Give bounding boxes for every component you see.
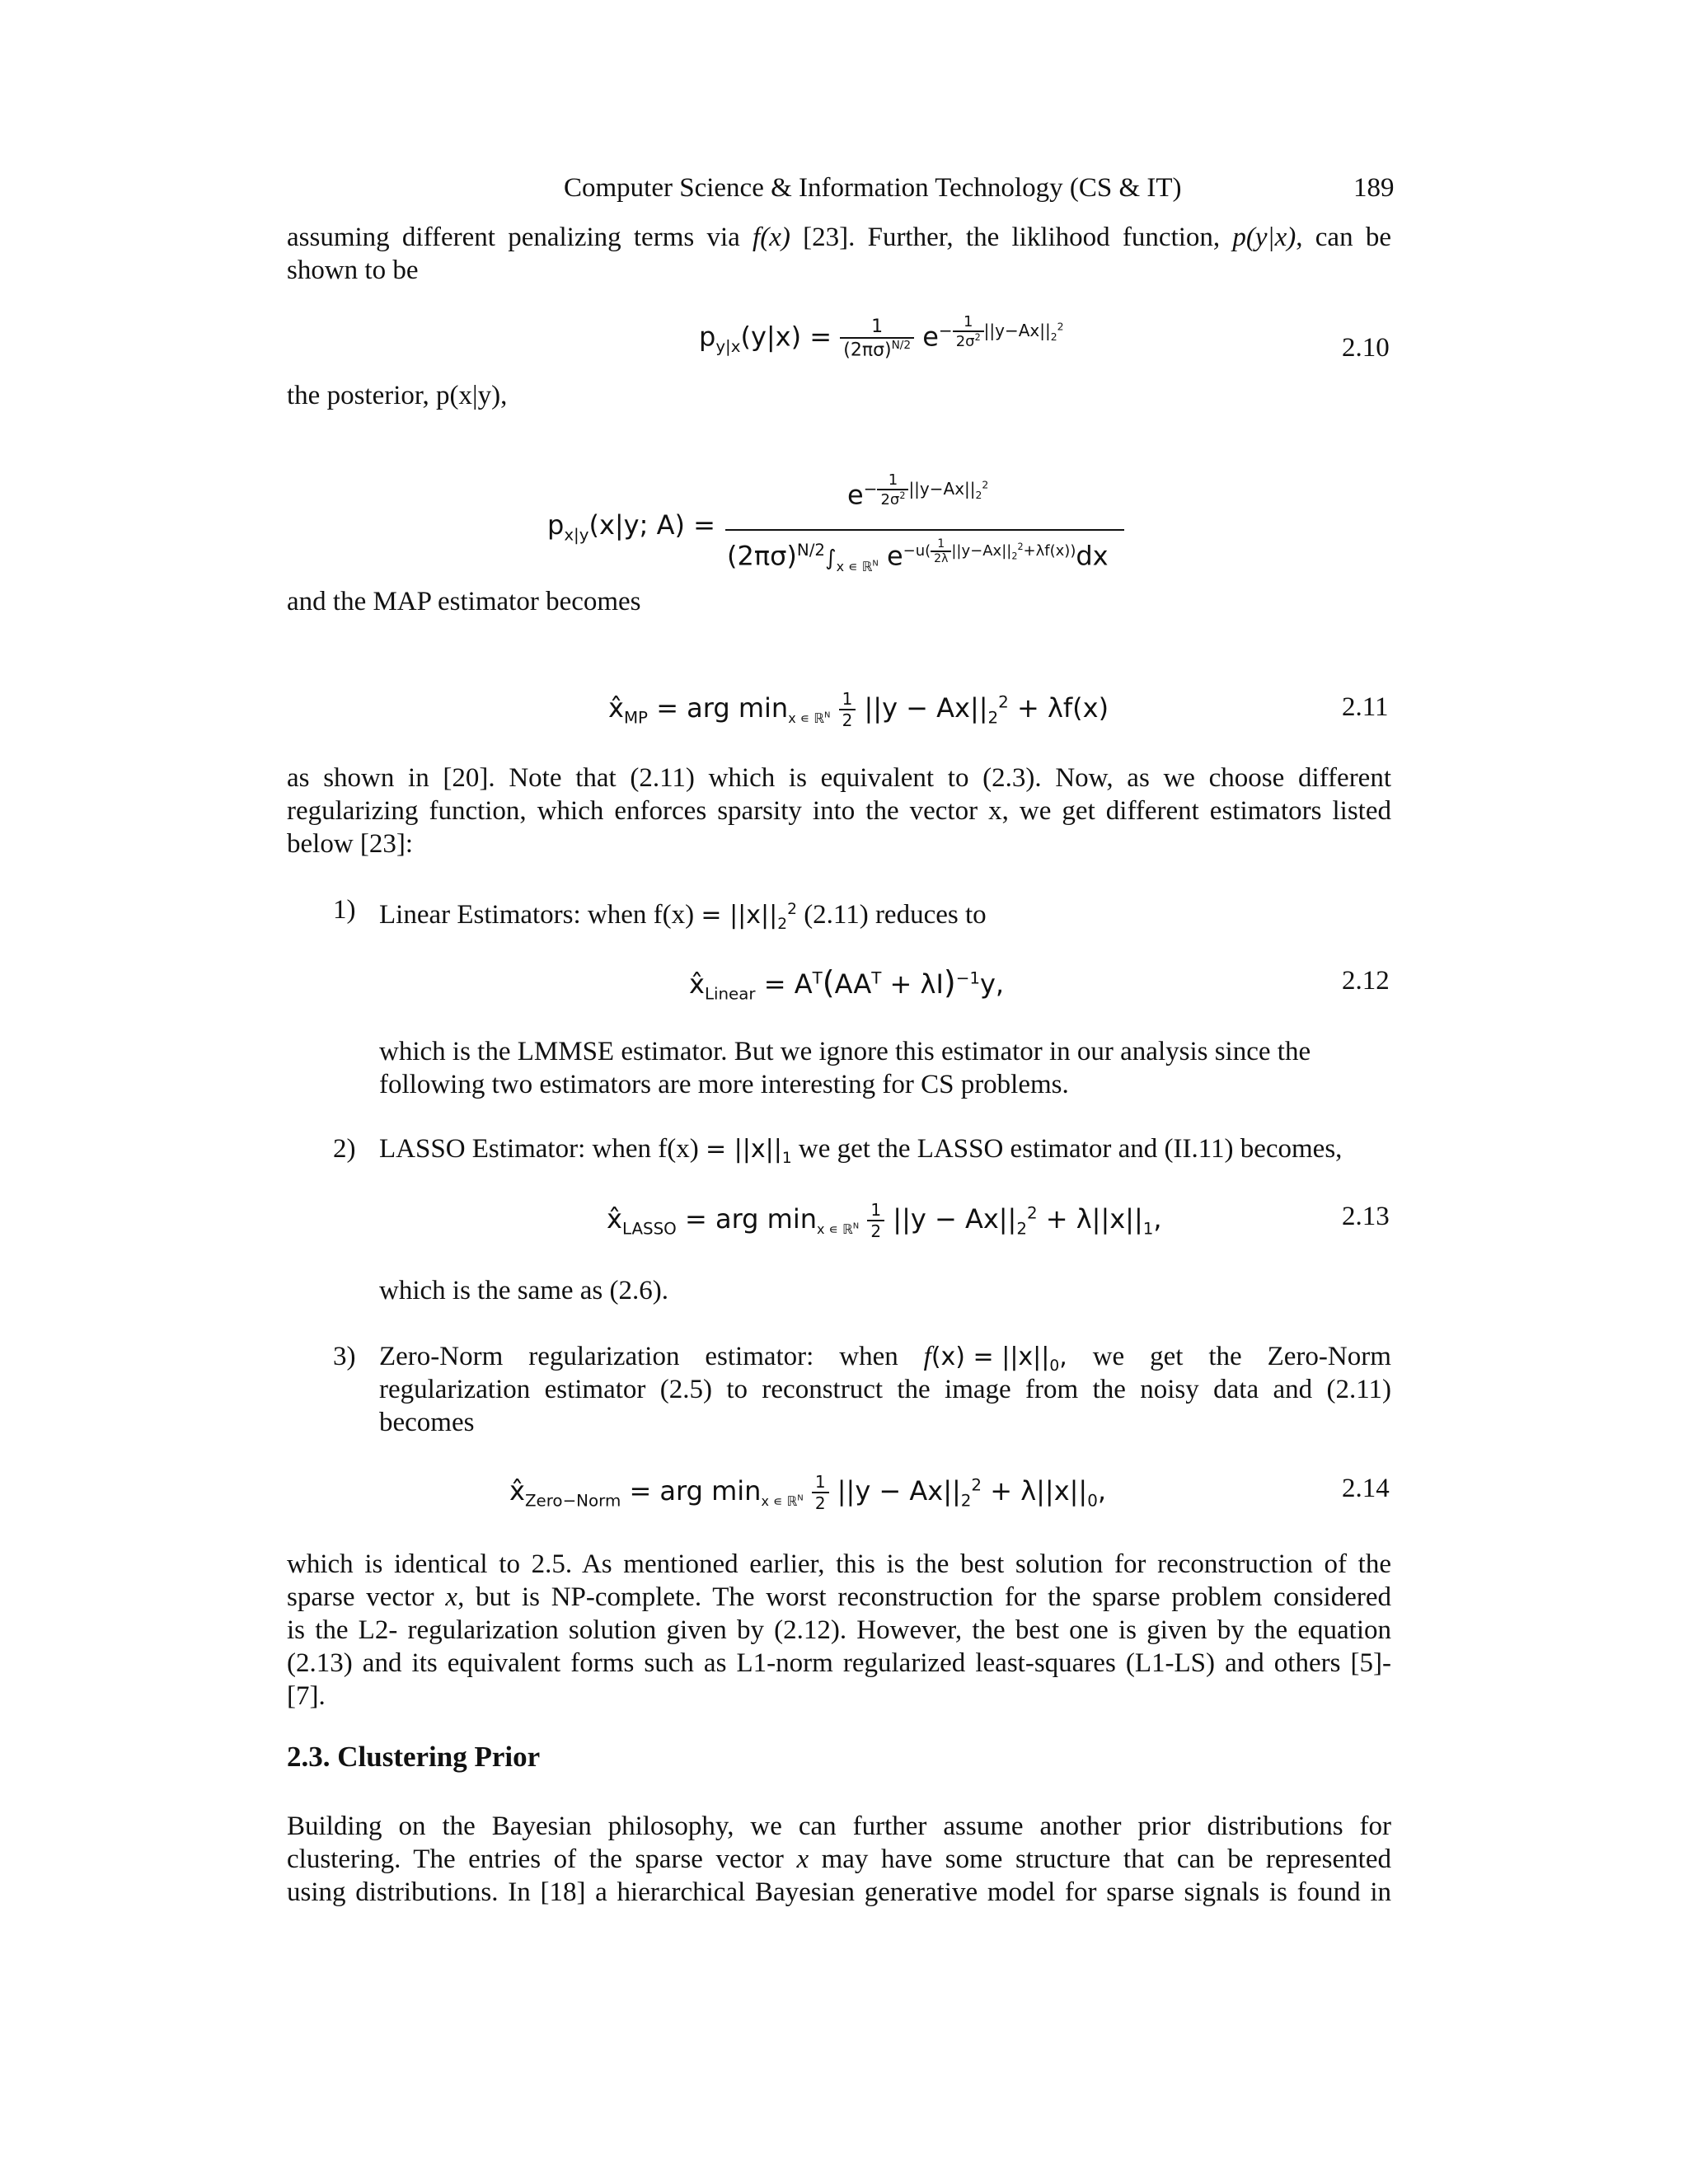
section-heading: 2.3. Clustering Prior xyxy=(287,1741,541,1773)
closing-line-1: which is identical to 2.5. As mentioned earlier, this is the best solution for reconstruction of the xyxy=(287,1549,1391,1579)
equation-2-11: $x̂_{MP}$ = arg $\min_{x ∊ ℝ^N}$ $\frac{1}{2}$ $||y - Ax||_2^2 + \lambda f(x)$ xyxy=(608,689,1109,730)
list-item-1-line: Linear Estimators: when $f(x) = ||x||_2^2$ (2.11) reduces to xyxy=(379,900,987,933)
list-item-3-marker: 3) xyxy=(333,1342,356,1371)
closing-line-3: is the L2- regularization solution given by (2.12). However, the best one is given by the equation xyxy=(287,1615,1391,1645)
intro-line-2: shown to be xyxy=(287,255,419,285)
list-item-2-line: LASSO Estimator: when $f(x) = ||x||_1$ we get the LASSO estimator and (II.11) becomes, xyxy=(379,1134,1343,1167)
section-line-1: Building on the Bayesian philosophy, we can further assume another prior distributions for xyxy=(287,1811,1391,1841)
after-map-line-2: regularizing function, which enforces sparsity into the vector x, we get different estimators listed xyxy=(287,796,1391,826)
equation-number-2-13: 2.13 xyxy=(1342,1202,1390,1231)
equation-number-2-10: 2.10 xyxy=(1342,333,1390,363)
closing-line-5: [7]. xyxy=(287,1681,326,1711)
after-map-line-3: below [23]: xyxy=(287,829,414,859)
list-item-1-after-line-1: which is the LMMSE estimator. But we ignore this estimator in our analysis since the xyxy=(379,1037,1311,1066)
list-item-3-line-1: Zero-Norm regularization estimator: when $f(x) = ||x||_0$, we get the Zero-Norm xyxy=(379,1342,1391,1375)
posterior-denominator: $(2\pi\sigma)^{N/2}\int_{x ∊ ℝ^N}$ $e^{-u( \frac{1}{2\lambda} ||y-Ax||_2^2+\lambda f(x))}dx$ xyxy=(727,537,1109,575)
list-item-1-marker: 1) xyxy=(333,895,356,925)
running-title: Computer Science & Information Technology (CS & IT) xyxy=(564,173,1182,203)
equation-number-2-12: 2.12 xyxy=(1342,966,1390,996)
list-item-1-after-line-2: following two estimators are more interesting for CS problems. xyxy=(379,1070,1069,1099)
equation-2-12: $x̂_{Linear} = A^T(AA^T + \lambda I)^{-1}y$, xyxy=(689,964,1005,1004)
map-label: and the MAP estimator becomes xyxy=(287,587,641,616)
closing-line-4: (2.13) and its equivalent forms such as L1-norm regularized least-squares (L1-LS) and others [5]- xyxy=(287,1648,1391,1678)
list-item-3-line-3: becomes xyxy=(379,1408,475,1437)
list-item-3-line-2: regularization estimator (2.5) to reconstruct the image from the noisy data and (2.11) xyxy=(379,1375,1391,1404)
equation-2-13: $x̂_{LASSO}$ = arg $\min_{x ∊ ℝ^N}$ $\frac{1}{2}$ $||y - Ax||_2^2 + \lambda||x||_1$, xyxy=(607,1200,1162,1241)
after-map-line-1: as shown in [20]. Note that (2.11) which is equivalent to (2.3). Now, as we choose different xyxy=(287,763,1391,793)
posterior-fraction-bar xyxy=(725,529,1124,531)
posterior-label: the posterior, p(x|y), xyxy=(287,381,508,410)
equation-number-2-14: 2.14 xyxy=(1342,1474,1390,1503)
section-line-3: using distributions. In [18] a hierarchical Bayesian generative model for sparse signals is found in xyxy=(287,1877,1391,1907)
equation-number-2-11: 2.11 xyxy=(1342,692,1389,722)
equation-2-10: $p_{y|x}(y|x)$ = $\frac{1}{(2\pi\sigma)^{N/2}}$ $e^{- \frac{1}{2\sigma^2} ||y-Ax||_2^2}$ xyxy=(699,313,1064,361)
intro-line-1: assuming different penalizing terms via f(x) [23]. Further, the liklihood function, p(y|x), can be xyxy=(287,223,1391,252)
list-item-2-marker: 2) xyxy=(333,1134,356,1164)
page-number: 189 xyxy=(1353,173,1395,203)
section-line-2: clustering. The entries of the sparse vector x may have some structure that can be represented xyxy=(287,1844,1391,1874)
posterior-equation-lhs: $p_{x|y}(x|y$; A) = xyxy=(547,509,715,545)
closing-line-2: sparse vector x, but is NP-complete. The worst reconstruction for the sparse problem considered xyxy=(287,1582,1391,1612)
list-item-2-after: which is the same as (2.6). xyxy=(379,1276,668,1305)
posterior-numerator: $e^{- \frac{1}{2\sigma^2} ||y-Ax||_2^2}$ xyxy=(847,471,989,511)
equation-2-14: $x̂_{Zero-Norm}$ = arg $\min_{x ∊ ℝ^N}$ $\frac{1}{2}$ $||y - Ax||_2^2 + \lambda||x||_0$, xyxy=(509,1472,1106,1513)
